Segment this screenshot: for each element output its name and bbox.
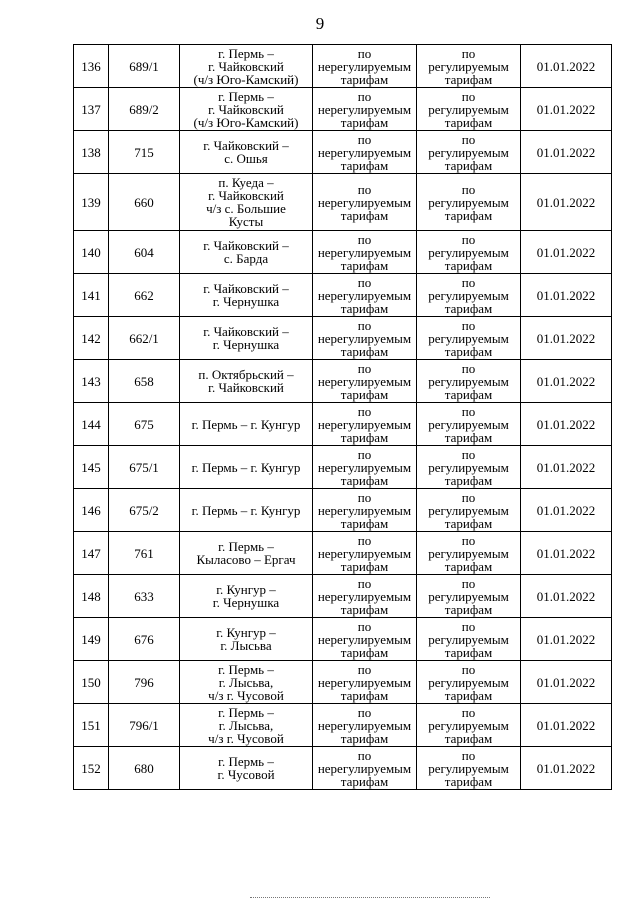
tariff-type-line: регулируемым xyxy=(428,287,509,303)
tariff-type-line: по xyxy=(461,704,476,720)
start-date: 01.01.2022 xyxy=(521,575,612,618)
route-name xyxy=(180,575,313,618)
transport-type-line: тарифам xyxy=(340,257,389,273)
route-number: 660 xyxy=(109,174,180,231)
route-number: 675/1 xyxy=(109,446,180,489)
tariff-type-line: тарифам xyxy=(444,472,493,488)
tariff-type-line: тарифам xyxy=(444,601,493,617)
transport-type xyxy=(313,747,417,790)
tariff-type-line: по xyxy=(461,88,476,104)
transport-type-line: по xyxy=(357,661,372,677)
transport-type xyxy=(313,274,417,317)
tariff-type-line: по xyxy=(461,231,476,247)
tariff-type-line: регулируемым xyxy=(428,416,509,432)
row-number: 148 xyxy=(74,575,109,618)
tariff-type-line: по xyxy=(461,181,476,197)
row-number: 144 xyxy=(74,403,109,446)
route-name-line: г. Лысьва, xyxy=(218,717,274,733)
start-date: 01.01.2022 xyxy=(521,618,612,661)
tariff-type-line: по xyxy=(461,446,476,462)
transport-type-line: тарифам xyxy=(340,515,389,531)
route-name-line: г. Пермь – г. Кунгур xyxy=(191,416,301,432)
transport-type-line: по xyxy=(357,704,372,720)
row-number: 145 xyxy=(74,446,109,489)
table-row xyxy=(74,446,612,489)
transport-type xyxy=(313,131,417,174)
tariff-type-line: регулируемым xyxy=(428,631,509,647)
row-number: 146 xyxy=(74,489,109,532)
row-number: 139 xyxy=(74,174,109,231)
table-row xyxy=(74,704,612,747)
tariff-type-line: по xyxy=(461,618,476,634)
row-number: 143 xyxy=(74,360,109,403)
route-name-line: г. Чернушка xyxy=(212,294,280,309)
tariff-type-line: тарифам xyxy=(444,515,493,531)
table-row xyxy=(74,618,612,661)
tariff-type-line: регулируемым xyxy=(428,101,509,117)
transport-type-line: тарифам xyxy=(340,773,389,789)
tariff-type-line: регулируемым xyxy=(428,588,509,604)
route-name-line: г. Пермь – xyxy=(218,88,274,104)
route-name-line: г. Чусовой xyxy=(217,767,275,782)
route-name xyxy=(180,532,313,575)
tariff-type xyxy=(417,661,521,704)
transport-type-line: нерегулируемым xyxy=(317,244,412,260)
transport-type-line: нерегулируемым xyxy=(317,502,412,518)
transport-type-line: нерегулируемым xyxy=(317,144,412,160)
transport-type xyxy=(313,618,417,661)
tariff-type-line: тарифам xyxy=(444,157,493,173)
row-number: 152 xyxy=(74,747,109,790)
transport-type-line: нерегулируемым xyxy=(317,287,412,303)
route-name-line: Кусты xyxy=(228,214,264,229)
tariff-type-line: тарифам xyxy=(444,386,493,402)
route-name-line: г. Чернушка xyxy=(212,595,280,610)
tariff-type-line: тарифам xyxy=(444,343,493,359)
route-number: 796 xyxy=(109,661,180,704)
route-name xyxy=(180,489,313,532)
transport-type-line: нерегулируемым xyxy=(317,717,412,733)
tariff-type-line: по xyxy=(461,661,476,677)
transport-type-line: тарифам xyxy=(340,429,389,445)
transport-type-line: тарифам xyxy=(340,300,389,316)
table-row xyxy=(74,403,612,446)
table-row xyxy=(74,174,612,231)
tariff-type-line: регулируемым xyxy=(428,194,509,210)
transport-type-line: по xyxy=(357,489,372,505)
transport-type-line: по xyxy=(357,532,372,548)
route-name xyxy=(180,231,313,274)
row-number: 149 xyxy=(74,618,109,661)
transport-type xyxy=(313,704,417,747)
transport-type-line: нерегулируемым xyxy=(317,373,412,389)
tariff-type-line: по xyxy=(461,317,476,333)
transport-type-line: нерегулируемым xyxy=(317,330,412,346)
tariff-type-line: регулируемым xyxy=(428,459,509,475)
route-name-line: г. Чайковский – xyxy=(203,281,289,296)
transport-type-line: нерегулируемым xyxy=(317,631,412,647)
route-name xyxy=(180,661,313,704)
route-name-line: г. Пермь – xyxy=(218,754,274,769)
tariff-type xyxy=(417,45,521,88)
route-name-line: г. Кунгур – xyxy=(216,582,276,597)
transport-type-line: по xyxy=(357,575,372,591)
tariff-type-line: по xyxy=(461,747,476,763)
route-name-line: ч/з с. Большие xyxy=(206,201,286,216)
tariff-type-line: по xyxy=(461,274,476,290)
route-name-line: г. Кунгур – xyxy=(216,625,276,640)
tariff-type xyxy=(417,446,521,489)
transport-type-line: по xyxy=(357,45,372,61)
transport-type xyxy=(313,446,417,489)
transport-type-line: нерегулируемым xyxy=(317,760,412,776)
route-number: 633 xyxy=(109,575,180,618)
route-name-line: г. Пермь – xyxy=(218,704,274,720)
route-name xyxy=(180,274,313,317)
route-name xyxy=(180,317,313,360)
tariff-type-line: регулируемым xyxy=(428,674,509,690)
start-date: 01.01.2022 xyxy=(521,532,612,575)
scan-artifact-line xyxy=(250,897,490,900)
transport-type-line: тарифам xyxy=(340,343,389,359)
tariff-type xyxy=(417,317,521,360)
tariff-type-line: по xyxy=(461,360,476,376)
route-name xyxy=(180,45,313,88)
route-name-line: г. Пермь – г. Кунгур xyxy=(191,459,301,475)
tariff-type-line: регулируемым xyxy=(428,244,509,260)
route-name-line: п. Куеда – xyxy=(218,175,274,190)
tariff-type-line: тарифам xyxy=(444,257,493,273)
transport-type-line: по xyxy=(357,618,372,634)
route-name-line: г. Чайковский – xyxy=(203,238,289,253)
transport-type-line: тарифам xyxy=(340,386,389,402)
route-name-line: с. Ошья xyxy=(224,151,268,166)
tariff-type-line: тарифам xyxy=(444,300,493,316)
tariff-type-line: по xyxy=(461,575,476,591)
route-number: 680 xyxy=(109,747,180,790)
table-row xyxy=(74,532,612,575)
tariff-type-line: тарифам xyxy=(444,730,493,746)
route-name xyxy=(180,403,313,446)
route-name-line: г. Чайковский xyxy=(208,380,284,395)
route-name-line: г. Пермь – г. Кунгур xyxy=(191,502,301,518)
route-number: 689/1 xyxy=(109,45,180,88)
tariff-type-line: регулируемым xyxy=(428,144,509,160)
transport-type xyxy=(313,174,417,231)
row-number: 137 xyxy=(74,88,109,131)
route-name-line: г. Чайковский xyxy=(208,58,284,74)
transport-type-line: тарифам xyxy=(340,558,389,574)
transport-type xyxy=(313,317,417,360)
route-name-line: г. Лысьва, xyxy=(218,674,274,690)
tariff-type-line: тарифам xyxy=(444,114,493,130)
route-name xyxy=(180,131,313,174)
transport-type-line: по xyxy=(357,360,372,376)
transport-type xyxy=(313,360,417,403)
tariff-type-line: регулируемым xyxy=(428,717,509,733)
table-row xyxy=(74,45,612,88)
tariff-type-line: регулируемым xyxy=(428,760,509,776)
tariff-type xyxy=(417,231,521,274)
table-row xyxy=(74,360,612,403)
transport-type-line: нерегулируемым xyxy=(317,588,412,604)
tariff-type-line: по xyxy=(461,532,476,548)
transport-type-line: тарифам xyxy=(340,71,389,87)
start-date: 01.01.2022 xyxy=(521,360,612,403)
tariff-type xyxy=(417,489,521,532)
transport-type-line: по xyxy=(357,403,372,419)
row-number: 151 xyxy=(74,704,109,747)
transport-type-line: тарифам xyxy=(340,157,389,173)
route-number: 662/1 xyxy=(109,317,180,360)
route-number: 715 xyxy=(109,131,180,174)
route-name-line: п. Октябрьский – xyxy=(198,367,294,382)
tariff-type-line: тарифам xyxy=(444,644,493,660)
start-date: 01.01.2022 xyxy=(521,403,612,446)
route-name-line: г. Пермь – xyxy=(218,661,274,677)
transport-type-line: по xyxy=(357,317,372,333)
tariff-type xyxy=(417,174,521,231)
transport-type-line: по xyxy=(357,231,372,247)
tariff-type-line: регулируемым xyxy=(428,502,509,518)
route-number: 662 xyxy=(109,274,180,317)
start-date: 01.01.2022 xyxy=(521,747,612,790)
route-name-line: г. Пермь – xyxy=(218,45,274,61)
tariff-type-line: регулируемым xyxy=(428,330,509,346)
table-row xyxy=(74,575,612,618)
transport-type-line: нерегулируемым xyxy=(317,545,412,561)
table-row xyxy=(74,88,612,131)
transport-type-line: по xyxy=(357,747,372,763)
start-date: 01.01.2022 xyxy=(521,317,612,360)
transport-type-line: тарифам xyxy=(340,472,389,488)
route-number: 675 xyxy=(109,403,180,446)
tariff-type xyxy=(417,532,521,575)
transport-type-line: по xyxy=(357,181,372,197)
transport-type-line: тарифам xyxy=(340,730,389,746)
route-name xyxy=(180,618,313,661)
transport-type xyxy=(313,403,417,446)
table-row xyxy=(74,317,612,360)
route-name-line: (ч/з Юго-Камский) xyxy=(193,71,299,87)
transport-type-line: тарифам xyxy=(340,644,389,660)
tariff-type-line: регулируемым xyxy=(428,545,509,561)
route-name xyxy=(180,174,313,231)
start-date: 01.01.2022 xyxy=(521,446,612,489)
start-date: 01.01.2022 xyxy=(521,489,612,532)
route-name-line: г. Лысьва xyxy=(220,638,272,653)
route-number: 658 xyxy=(109,360,180,403)
transport-type-line: по xyxy=(357,446,372,462)
table-row xyxy=(74,231,612,274)
transport-type xyxy=(313,575,417,618)
tariff-type xyxy=(417,88,521,131)
route-name-line: ч/з г. Чусовой xyxy=(208,687,284,703)
route-name xyxy=(180,360,313,403)
transport-type-line: нерегулируемым xyxy=(317,416,412,432)
transport-type-line: тарифам xyxy=(340,114,389,130)
tariff-type xyxy=(417,575,521,618)
route-number: 689/2 xyxy=(109,88,180,131)
tariff-type xyxy=(417,618,521,661)
route-name xyxy=(180,747,313,790)
row-number: 140 xyxy=(74,231,109,274)
row-number: 147 xyxy=(74,532,109,575)
route-name-line: г. Пермь – xyxy=(218,539,274,554)
row-number: 138 xyxy=(74,131,109,174)
tariff-type xyxy=(417,704,521,747)
row-number: 142 xyxy=(74,317,109,360)
route-name-line: г. Чайковский – xyxy=(203,324,289,339)
route-name xyxy=(180,88,313,131)
transport-type-line: по xyxy=(357,88,372,104)
start-date: 01.01.2022 xyxy=(521,45,612,88)
route-name-line: г. Чайковский xyxy=(208,188,284,203)
tariff-type-line: тарифам xyxy=(444,773,493,789)
start-date: 01.01.2022 xyxy=(521,231,612,274)
tariff-type-line: по xyxy=(461,403,476,419)
row-number: 141 xyxy=(74,274,109,317)
tariff-type xyxy=(417,131,521,174)
tariff-type-line: тарифам xyxy=(444,207,493,223)
transport-type-line: нерегулируемым xyxy=(317,194,412,210)
tariff-type-line: тарифам xyxy=(444,71,493,87)
transport-type xyxy=(313,489,417,532)
transport-type-line: нерегулируемым xyxy=(317,674,412,690)
table-row xyxy=(74,131,612,174)
tariff-type-line: по xyxy=(461,489,476,505)
transport-type-line: по xyxy=(357,274,372,290)
row-number: 136 xyxy=(74,45,109,88)
route-number: 796/1 xyxy=(109,704,180,747)
route-name-line: г. Чернушка xyxy=(212,337,280,352)
transport-type-line: нерегулируемым xyxy=(317,459,412,475)
start-date: 01.01.2022 xyxy=(521,174,612,231)
route-registry-table xyxy=(73,44,612,790)
route-number: 675/2 xyxy=(109,489,180,532)
table-row xyxy=(74,489,612,532)
transport-type xyxy=(313,45,417,88)
start-date: 01.01.2022 xyxy=(521,274,612,317)
route-name-line: ч/з г. Чусовой xyxy=(208,730,284,746)
route-name xyxy=(180,446,313,489)
start-date: 01.01.2022 xyxy=(521,88,612,131)
route-number: 761 xyxy=(109,532,180,575)
route-name-line: с. Барда xyxy=(223,251,269,266)
transport-type-line: по xyxy=(357,131,372,147)
route-name-line: (ч/з Юго-Камский) xyxy=(193,114,299,130)
row-number: 150 xyxy=(74,661,109,704)
tariff-type xyxy=(417,403,521,446)
route-name-line: г. Чайковский xyxy=(208,101,284,117)
tariff-type xyxy=(417,274,521,317)
table-row xyxy=(74,747,612,790)
route-number: 676 xyxy=(109,618,180,661)
route-name-line: Кыласово – Ергач xyxy=(196,552,296,567)
tariff-type-line: регулируемым xyxy=(428,58,509,74)
transport-type xyxy=(313,532,417,575)
transport-type-line: тарифам xyxy=(340,207,389,223)
page-number: 9 xyxy=(315,14,325,33)
tariff-type-line: тарифам xyxy=(444,558,493,574)
tariff-type xyxy=(417,747,521,790)
tariff-type-line: тарифам xyxy=(444,429,493,445)
transport-type xyxy=(313,661,417,704)
tariff-type-line: регулируемым xyxy=(428,373,509,389)
transport-type xyxy=(313,231,417,274)
transport-type-line: нерегулируемым xyxy=(317,101,412,117)
transport-type-line: нерегулируемым xyxy=(317,58,412,74)
table-row xyxy=(74,274,612,317)
table-row xyxy=(74,661,612,704)
table-body xyxy=(74,45,612,790)
transport-type xyxy=(313,88,417,131)
route-name-line: г. Чайковский – xyxy=(203,138,289,153)
tariff-type xyxy=(417,360,521,403)
route-number: 604 xyxy=(109,231,180,274)
tariff-type-line: по xyxy=(461,45,476,61)
start-date: 01.01.2022 xyxy=(521,661,612,704)
tariff-type-line: тарифам xyxy=(444,687,493,703)
start-date: 01.01.2022 xyxy=(521,704,612,747)
start-date: 01.01.2022 xyxy=(521,131,612,174)
route-name xyxy=(180,704,313,747)
transport-type-line: тарифам xyxy=(340,601,389,617)
transport-type-line: тарифам xyxy=(340,687,389,703)
tariff-type-line: по xyxy=(461,131,476,147)
